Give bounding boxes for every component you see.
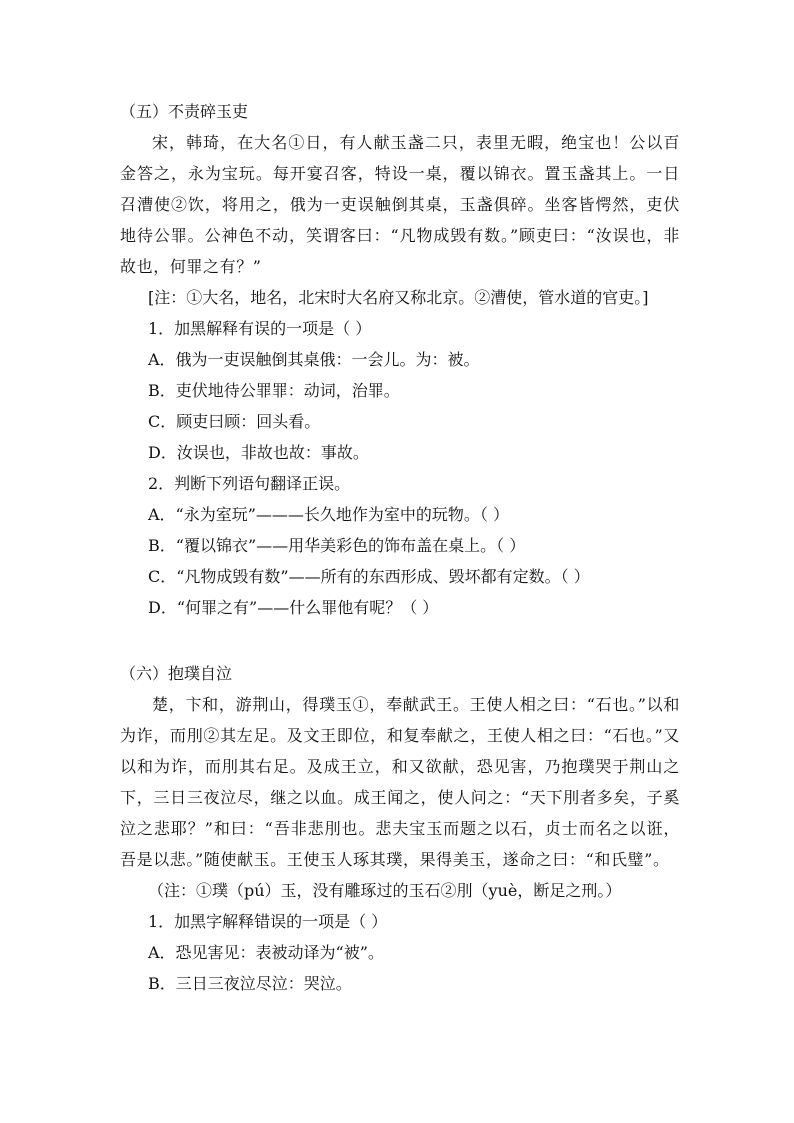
option-a: A．俄为一吏误触倒其桌俄：一会儿。为：被。 [148, 350, 480, 369]
option-b: B．吏伏地待公罪罪：动词，治罪。 [148, 381, 400, 400]
section-six [120, 658, 680, 999]
classical-passage: 楚，卞和，游荆山，得璞玉①，奉献武王。王使人相之曰：“石也。”以和为诈，而刖②其左足。及文王即位，和复奉献之，王使人相之曰：“石也。”又以和为诈，而刖其右足。及成王立，和又欲献，恐见害，乃抱璞哭于荆山之下，三日三夜泣尽，继之以血。成王闻之，使人问之：“天下刖者多矣，子奚泣之悲耶？”和曰：“吾非悲刖也。悲夫宝玉而题之以石，贞士而名之以诳，吾是以悲。”随使献玉。王使玉人琢其璞，果得美玉，遂命之曰：“和氏璧”。 [120, 695, 680, 869]
annotation-note: （注：①璞（pú）玉，没有雕琢过的玉石②刖（yuè，断足之刑。） [148, 881, 622, 900]
question-stem: 1．加黑字解释错误的一项是（ ） [148, 912, 388, 931]
option-d: D．汝误也，非故也故：事故。 [148, 443, 369, 462]
option-c: C．顾吏曰顾：回头看。 [148, 412, 321, 431]
option-b: B．三日三夜泣尽泣：哭泣。 [148, 974, 352, 993]
section-title: （六）抱璞自泣 [120, 664, 233, 683]
section-title: （五）不责碎玉吏 [120, 102, 249, 121]
option-a: A．恐见害见：表被动译为“被”。 [148, 943, 384, 962]
option-d: D．“何罪之有”——什么罪他有呢？（ ） [148, 598, 439, 617]
question-stem: 2．判断下列语句翻译正误。 [148, 474, 351, 493]
option-a: A．“永为室玩”———长久地作为室中的玩物。（ ） [148, 505, 510, 524]
classical-passage: 宋，韩琦，在大名①日，有人献玉盏二只，表里无暇，绝宝也！公以百金答之，永为宝玩。每开宴召客，特设一桌，覆以锦衣。置玉盏其上。一日召漕使②饮，将用之，俄为一吏误触倒其桌，玉盏俱碎。坐客皆愕然，吏伏地待公罪。公神色不动，笑谓客曰：“凡物成毁有数。”顾吏曰：“汝误也，非故也，何罪之有？” [120, 133, 680, 276]
option-c: C．“凡物成毁有数”——所有的东西形成、毁坏都有定数。（ ） [148, 567, 590, 586]
question-stem: 1．加黑解释有误的一项是（ ） [148, 319, 372, 338]
section-five [120, 96, 680, 623]
option-b: B．“覆以锦衣”——用华美彩色的饰布盖在桌上。（ ） [148, 536, 526, 555]
annotation-note: [注：①大名，地名，北宋时大名府又称北京。②漕使，管水道的官吏。] [148, 288, 649, 307]
